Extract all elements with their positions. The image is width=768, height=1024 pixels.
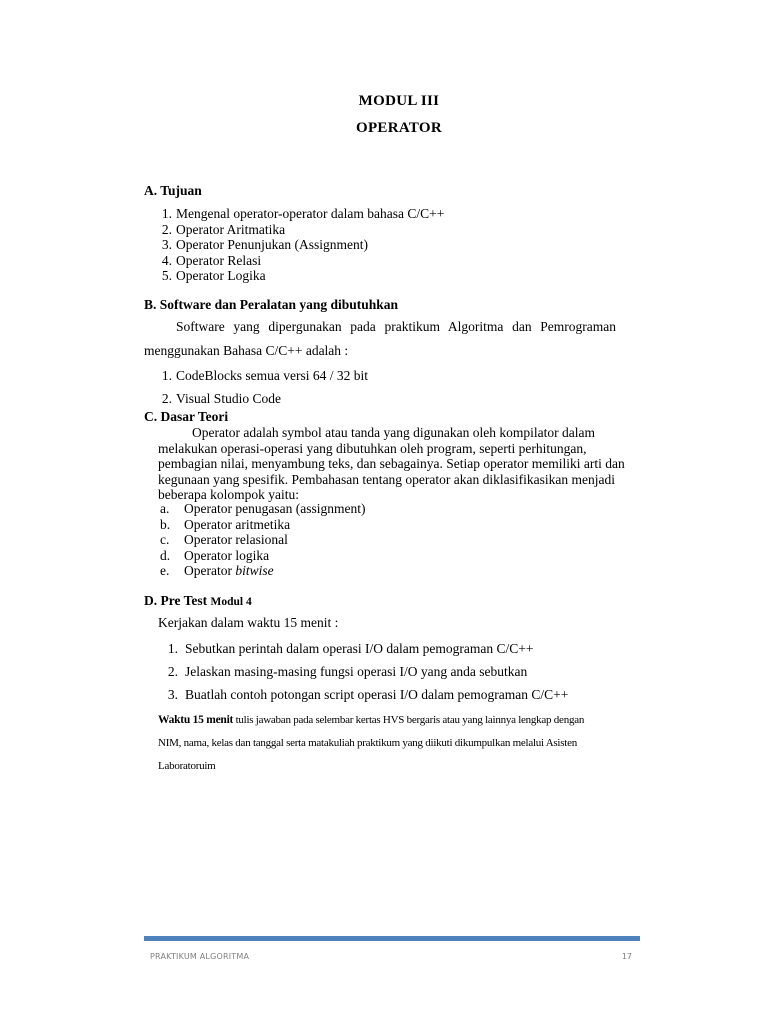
- list-item: 2. Operator Aritmatika: [161, 221, 286, 237]
- list-item: 3. Operator Penunjukan (Assignment): [161, 237, 368, 252]
- list-item: 1. Sebutkan perintah dalam operasi I/O dalam pemograman C/C++: [167, 641, 534, 656]
- list-item: 1. Mengenal operator-operator dalam bahasa C/C++: [161, 206, 445, 221]
- section-b-paragraph-line1: Software yang dipergunakan pada praktikum Algoritma dan Pemrograman: [176, 319, 616, 334]
- section-a-list: [154, 206, 445, 284]
- section-d-heading: D. Pre Test Modul 4: [144, 593, 252, 608]
- list-item: 1. CodeBlocks semua versi 64 / 32 bit: [161, 368, 368, 383]
- section-b-paragraph-line2: menggunakan Bahasa C/C++ adalah :: [144, 343, 349, 358]
- list-item: 2. Visual Studio Code: [161, 391, 281, 406]
- note-line1: Waktu 15 menit tulis jawaban pada selembar kertas HVS bergaris atau yang lainnya lengkap dengan: [158, 714, 585, 726]
- module-title: MODUL III: [358, 93, 440, 109]
- footer-title: PRAKTIKUM ALGORITMA: [150, 952, 250, 961]
- list-item: e. Operator bitwise: [160, 563, 274, 578]
- section-d-intro: Kerjakan dalam waktu 15 menit :: [158, 615, 339, 630]
- section-c-paragraph: Operator adalah symbol atau tanda yang digunakan oleh kompilator dalam melakukan operasi-operasi yang dibutuhkan oleh program, seperti perhitungan, pembagian nilai, menyambung teks, dan sebagainya. Setiap operator memiliki arti dan kegunaan yang spesifik. Pembahasan tentang operator akan diklasifikasikan menjadi beberapa kolompok yaitu:: [158, 425, 625, 502]
- footer-divider: [144, 936, 640, 941]
- list-item: 5. Operator Logika: [161, 268, 266, 283]
- section-c-heading: C. Dasar Teori: [144, 409, 229, 424]
- list-item: 2. Jelaskan masing-masing fungsi operasi I/O yang anda sebutkan: [167, 664, 528, 679]
- section-b-list: [154, 364, 368, 410]
- module-subtitle: OPERATOR: [355, 120, 443, 136]
- list-item: c. Operator relasional: [160, 532, 288, 547]
- note-line2: NIM, nama, kelas dan tanggal serta matakuliah praktikum yang diikuti dikumpulkan melalui Asisten: [158, 737, 577, 749]
- page-number: 17: [621, 952, 632, 961]
- note-line3: Laboratoruim: [158, 760, 216, 772]
- section-c-list: [160, 501, 365, 579]
- section-d-list: [160, 637, 569, 706]
- list-item: d. Operator logika: [160, 547, 270, 563]
- list-item: a. Operator penugasan (assignment): [160, 501, 366, 516]
- section-a-heading: A. Tujuan: [144, 183, 202, 198]
- list-item: b. Operator aritmetika: [160, 516, 291, 532]
- list-item: 3. Buatlah contoh potongan script operasi I/O dalam pemograman C/C++: [167, 687, 569, 702]
- section-b-heading: B. Software dan Peralatan yang dibutuhkan: [144, 297, 399, 312]
- list-item: 4. Operator Relasi: [161, 252, 262, 268]
